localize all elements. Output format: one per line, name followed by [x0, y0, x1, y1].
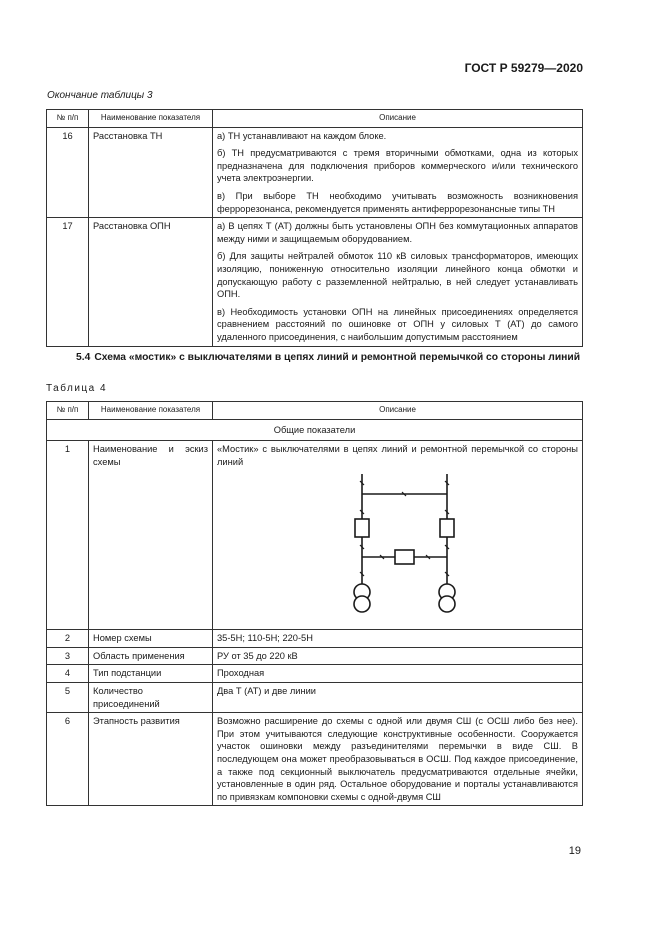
row-description — [213, 441, 583, 630]
table-4 — [46, 401, 583, 806]
row-description: Возможно расширение до схемы с одной или двумя СШ (с ОСШ либо без нее). При этом учитываются следующие конструктивные особенности. Сооружается участок ошиновки между разъединителями перемычки в виде СШ. В последующем она может преобразовываться в ОСШ. Под каждое присоединение, а также под секционный выключатель предусматриваются отдельные ячейки, установленные в один ряд. Остальное оборудование и порталы устанавливаются по привязкам компоновки схемы с одной-двумя СШ — [213, 713, 583, 806]
row-name: Номер схемы — [89, 630, 213, 648]
col-name-header: Наименование показателя — [89, 110, 213, 128]
table3-caption: Окончание таблицы 3 — [47, 90, 153, 101]
description-paragraph: в) При выборе ТН необходимо учитывать возможность возникновения феррорезонанса, рекомендуется применять антиферрорезонансные типы ТН — [217, 190, 578, 214]
col-number-header: № п/п — [47, 110, 89, 128]
row-description: 35-5Н; 110-5Н; 220-5Н — [213, 630, 583, 648]
right-line-breaker — [440, 519, 454, 537]
description-paragraph: б) Для защиты нейтралей обмоток 110 кВ силовых трансформаторов, имеющих изоляцию, пониженную относительно изоляции линейного конца обмотки и допускающую работу с разземленной нейтралью, в ней следует устанавливать ОПН. — [217, 251, 578, 300]
row-number: 2 — [47, 630, 89, 648]
left-transformer-winding-2 — [354, 596, 370, 612]
right-transformer-winding-2 — [439, 596, 455, 612]
description-paragraph: «Мостик» с выключателями в цепях линий и ремонтной перемычкой со стороны линий — [217, 444, 578, 467]
row-name: Область применения — [89, 647, 213, 665]
row-name: Количество присоединений — [89, 682, 213, 712]
row-name: Расстановка ТН — [89, 127, 213, 218]
col-description-header: Описание — [213, 402, 583, 420]
group-row — [47, 419, 583, 441]
col-description-header: Описание — [213, 110, 583, 128]
row-number: 1 — [47, 441, 89, 630]
col-number-header: № п/п — [47, 402, 89, 420]
description-paragraph: в) Необходимость установки ОПН на линейных присоединениях определяется сравнением расстояний по ошиновке от ОПН у силовых Т (АТ) до самого удаленного присоединения, с наибольшим допустимым расстоянием — [217, 306, 578, 342]
standard-code: ГОСТ Р 59279—2020 — [464, 61, 583, 75]
row-name: Наименование и эскиз схемы — [89, 441, 213, 630]
row-description: Проходная — [213, 665, 583, 683]
row-description — [213, 127, 583, 218]
row-number: 5 — [47, 682, 89, 712]
row-name: Этапность развития — [89, 713, 213, 806]
group-label: Общие показатели — [47, 419, 583, 441]
section-number: 5.4 — [76, 352, 91, 363]
table-row — [47, 713, 583, 806]
row-description — [213, 218, 583, 346]
description-paragraph: а) ТН устанавливают на каждом блоке. — [217, 130, 387, 141]
left-line-breaker — [355, 519, 369, 537]
row-number: 16 — [47, 127, 89, 218]
table4-header-row — [47, 402, 583, 420]
table-3 — [46, 109, 583, 347]
bridge-disconnector — [395, 550, 414, 564]
table4-caption: Таблица 4 — [46, 383, 108, 394]
section-heading — [76, 351, 586, 364]
table-row — [47, 682, 583, 712]
bridge-scheme-diagram — [342, 474, 502, 624]
table-row — [47, 218, 583, 346]
table-row — [47, 127, 583, 218]
section-title: Схема «мостик» с выключателями в цепях линий и ремонтной перемычкой со стороны линий — [94, 352, 581, 363]
row-description: Два Т (АТ) и две линии — [213, 682, 583, 712]
table-row — [47, 630, 583, 648]
description-paragraph: б) ТН предусматриваются с тремя вторичными обмотками, одна из которых предназначена для подключения приборов коммерческого и/или технического учета электроэнергии. — [217, 148, 578, 184]
table-row — [47, 647, 583, 665]
col-name-header: Наименование показателя — [89, 402, 213, 420]
row-number: 17 — [47, 218, 89, 346]
row-number: 4 — [47, 665, 89, 683]
row-name: Тип подстанции — [89, 665, 213, 683]
row-number: 6 — [47, 713, 89, 806]
row-number: 3 — [47, 647, 89, 665]
description-paragraph: а) В цепях Т (АТ) должны быть установлены ОПН без коммутационных аппаратов между ними и защищаемым оборудованием. — [217, 221, 578, 244]
page-number: 19 — [568, 845, 581, 857]
row-name: Расстановка ОПН — [89, 218, 213, 346]
table3-header-row — [47, 110, 583, 128]
table-row — [47, 441, 583, 630]
row-description: РУ от 35 до 220 кВ — [213, 647, 583, 665]
table-row — [47, 665, 583, 683]
